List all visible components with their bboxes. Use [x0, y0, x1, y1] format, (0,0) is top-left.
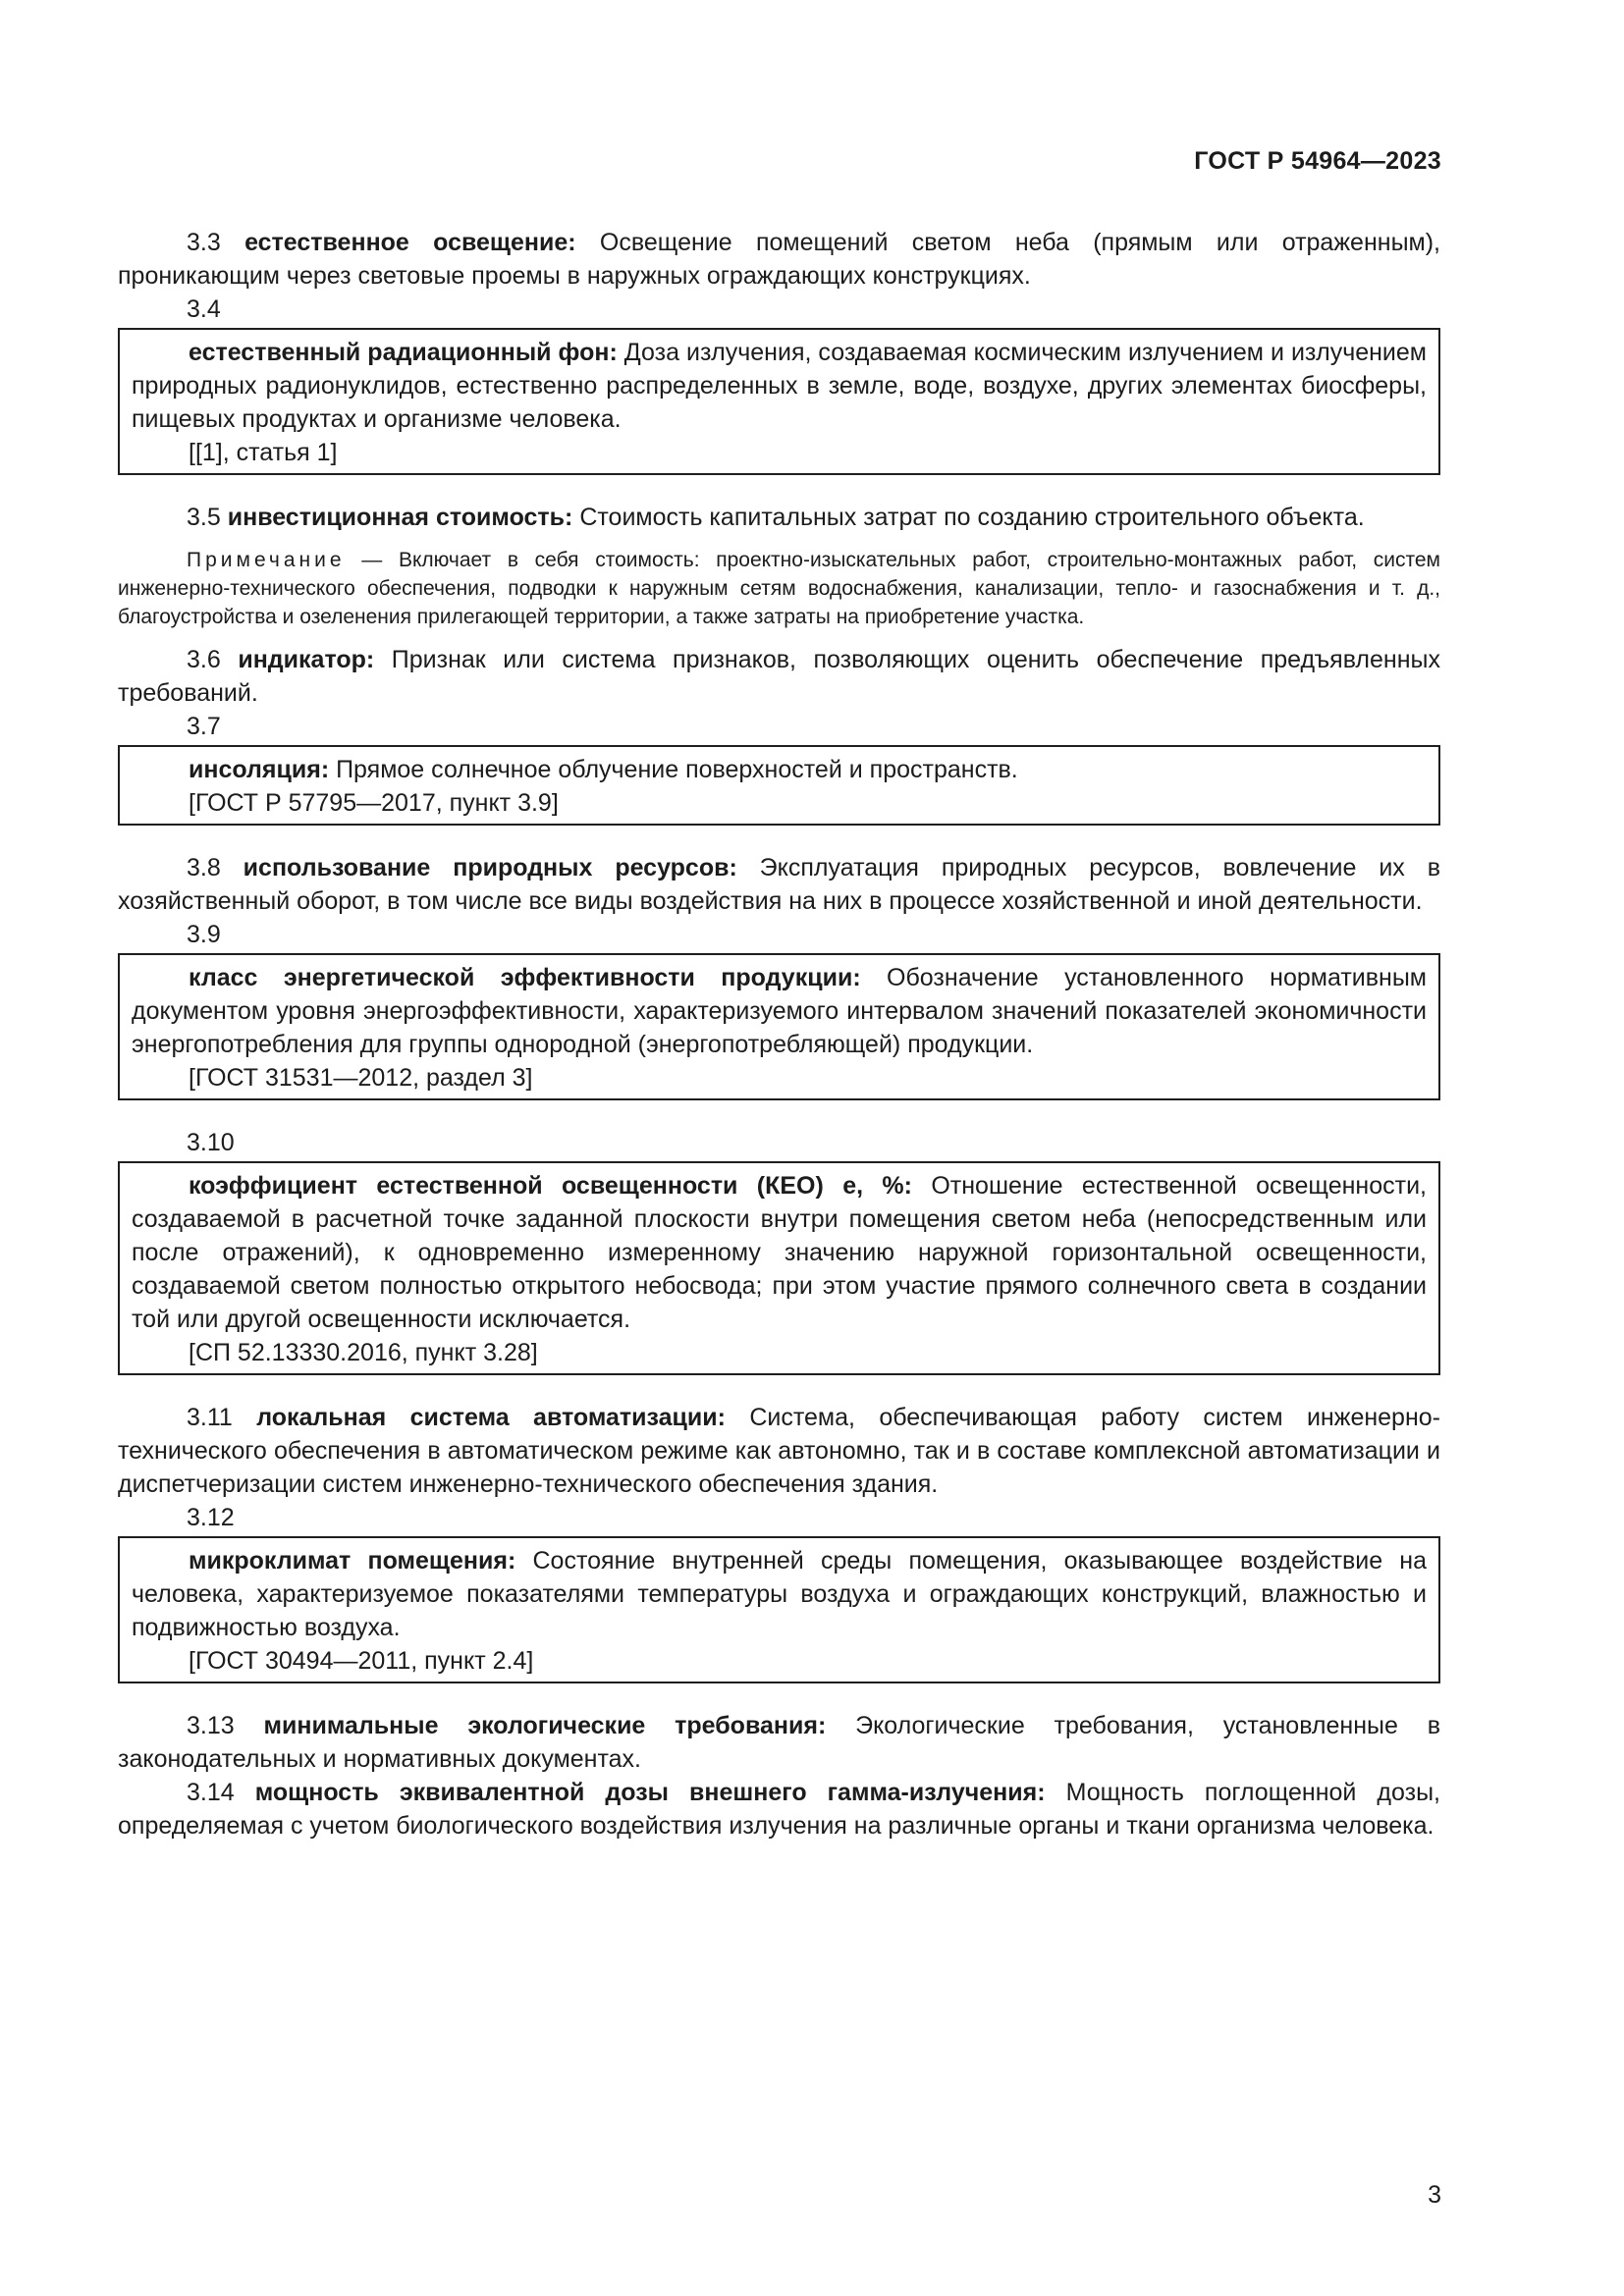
term-name: инсоляция: [189, 756, 330, 783]
term-source: [ГОСТ 30494—2011, пункт 2.4] [189, 1647, 534, 1675]
entry-number: 3.6 [187, 646, 221, 673]
term-entry-3-3 [118, 226, 1440, 293]
term-box-3-10 [118, 1161, 1440, 1375]
note-label: Примечание [187, 549, 346, 571]
entry-number-3-7: 3.7 [187, 713, 221, 740]
term-definition: Признак или система признаков, позволяющих оценить обеспечение предъявленных требований. [118, 646, 1440, 707]
term-definition: Прямое солнечное облучение поверхностей и пространств. [329, 756, 1018, 783]
term-paragraph [132, 1544, 1427, 1644]
term-name: инвестиционная стоимость: [227, 504, 573, 531]
term-name: использование природных ресурсов: [243, 854, 737, 881]
term-name: микроклимат помещения: [189, 1547, 516, 1575]
term-definition: Стоимость капитальных затрат по созданию строительного объекта. [572, 504, 1365, 531]
term-definition: Обозначение установленного нормативным документом уровня энергоэффективности, характеризуемого интервалом значений показателей экономичности энергопотребления для группы однородной (энергопотребляющей) продукции. [132, 964, 1427, 1058]
term-definition: Мощность поглощенной дозы, определяемая с учетом биологического воздействия излучения на различные органы и ткани организма человека. [118, 1779, 1440, 1840]
term-definition: Доза излучения, создаваемая космическим излучением и излучением природных радионуклидов, естественно распределенных в земле, воде, воздухе, других элементах биосферы, пищевых продуктах и организме человека. [132, 339, 1427, 433]
entry-number: 3.13 [187, 1712, 235, 1739]
note-text: — Включает в себя стоимость: проектно-изыскательных работ, строительно-монтажных работ, систем инженерно-технического обеспечения, подводки к наружным сетям водоснабжения, канализации, тепло- и газоснабжения и т. д., благоустройства и озеленения прилегающей территории, а также затраты на приобретение участка. [118, 549, 1440, 628]
entry-number: 3.3 [187, 229, 221, 256]
term-definition: Отношение естественной освещенности, создаваемой в расчетной точке заданной плоскости внутри помещения светом неба (непосредственным или после отражений), к одновременно измеренному значению наружной горизонтальной освещенности, создаваемой светом полностью открытого небосвода; при этом участие прямого солнечного света в создании той или другой освещенности исключается. [132, 1172, 1427, 1333]
term-name: мощность эквивалентной дозы внешнего гамма-излучения: [254, 1779, 1046, 1806]
entry-number: 3.11 [187, 1404, 233, 1431]
term-box-3-12 [118, 1536, 1440, 1683]
term-name: индикатор: [238, 646, 375, 673]
page-number: 3 [1428, 2181, 1441, 2209]
term-source: [[1], статья 1] [189, 439, 338, 466]
term-box-3-9 [118, 953, 1440, 1100]
term-paragraph [132, 753, 1427, 786]
term-name: естественное освещение: [244, 229, 576, 256]
entry-number: 3.5 [187, 504, 221, 531]
term-source: [ГОСТ 31531—2012, раздел 3] [189, 1064, 533, 1092]
entry-number: 3.8 [187, 854, 221, 881]
term-paragraph [132, 961, 1427, 1061]
term-entry-3-13 [118, 1709, 1440, 1776]
term-paragraph [132, 336, 1427, 436]
term-entry-3-14 [118, 1776, 1440, 1842]
term-definition: Система, обеспечивающая работу систем инженерно-технического обеспечения в автоматическом режиме как автономно, так и в составе комплексной автоматизации и диспетчеризации систем инженерно-технического обеспечения здания. [118, 1404, 1440, 1498]
term-source: [ГОСТ Р 57795—2017, пункт 3.9] [189, 789, 559, 817]
term-entry-3-5 [118, 501, 1440, 534]
term-definition: Состояние внутренней среды помещения, оказывающее воздействие на человека, характеризуемое показателями температуры воздуха и ограждающих конструкций, влажностью и подвижностью воздуха. [132, 1547, 1428, 1641]
term-definition: Эксплуатация природных ресурсов, вовлечение их в хозяйственный оборот, в том числе все виды воздействия на них в процессе хозяйственной и иной деятельности. [118, 854, 1440, 915]
term-name: локальная система автоматизации: [256, 1404, 726, 1431]
term-entry-3-11 [118, 1401, 1440, 1501]
term-paragraph [132, 1169, 1427, 1336]
note-3-5 [118, 546, 1440, 631]
document-id-header: ГОСТ Р 54964—2023 [1194, 147, 1441, 175]
entry-number: 3.14 [187, 1779, 235, 1806]
entry-number-3-12: 3.12 [187, 1504, 235, 1531]
term-name: естественный радиационный фон: [189, 339, 618, 366]
term-entry-3-6 [118, 643, 1440, 710]
term-name: коэффициент естественной освещенности (КЕО) е, %: [189, 1172, 912, 1200]
term-definition: Освещение помещений светом неба (прямым или отраженным), проникающим через световые проемы в наружных ограждающих конструкциях. [118, 229, 1440, 290]
term-entry-3-8 [118, 851, 1440, 918]
entry-number-3-4: 3.4 [187, 295, 221, 323]
term-source: [СП 52.13330.2016, пункт 3.28] [189, 1339, 538, 1366]
entry-number-3-9: 3.9 [187, 921, 221, 948]
term-box-3-4 [118, 328, 1440, 475]
term-definition: Экологические требования, установленные в законодательных и нормативных документах. [118, 1712, 1440, 1773]
term-name: минимальные экологические требования: [263, 1712, 827, 1739]
term-box-3-7 [118, 745, 1440, 826]
term-name: класс энергетической эффективности продукции: [189, 964, 861, 991]
terms-section [118, 226, 1440, 1842]
entry-number-3-10: 3.10 [187, 1129, 235, 1156]
